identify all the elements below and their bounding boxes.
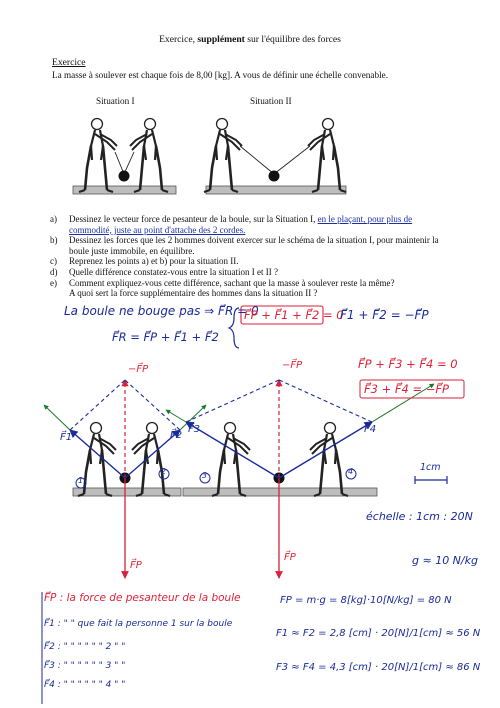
question-underlined: en le plaçant, pour plus de commodité, juste au point d'attache des 2 cordes. bbox=[69, 214, 413, 235]
question-letter: d) bbox=[50, 266, 58, 277]
question-text: Reprenez les points a) et b) pour la situation II. bbox=[69, 256, 239, 267]
question-text: Quelle différence constatez-vous entre la situation I et II ? bbox=[69, 266, 278, 277]
man-3 bbox=[204, 119, 242, 193]
question-letter: b) bbox=[50, 235, 58, 246]
hand-line-1: La boule ne bouge pas ⇒ F⃗R = 0 bbox=[64, 304, 259, 318]
label-f3: F⃗3 bbox=[188, 424, 201, 435]
label-f1: F⃗1 bbox=[60, 432, 73, 443]
title-start: Exercice, bbox=[159, 34, 198, 45]
label-f2: F⃗2 bbox=[170, 430, 183, 441]
situation-2-figure bbox=[204, 119, 346, 195]
man-2-annotated bbox=[132, 423, 170, 497]
question-text: Comment expliquez-vous cette différence, sachant que la masse à soulever reste la même? bbox=[69, 277, 395, 288]
hand-eq-sum: F⃗1 + F⃗2 = −F⃗P bbox=[340, 308, 429, 322]
construction-line bbox=[186, 380, 279, 422]
hand-eq-fr: F⃗R = F⃗P + F⃗1 + F⃗2 bbox=[112, 330, 219, 344]
situation-1-figure bbox=[73, 119, 176, 195]
situation-1-label: Situation I bbox=[96, 96, 135, 106]
hand-eq-brace: F⃗P + F⃗1 + F⃗2 = 0 bbox=[244, 308, 344, 322]
hand-eq-sit2b: F⃗3 + F⃗4 = −F⃗P bbox=[364, 382, 449, 396]
man-4 bbox=[308, 119, 346, 193]
situation-2-label: Situation II bbox=[250, 96, 292, 106]
question-text: Dessinez le vecteur force de pesanteur de la boule, sur la Situation I, bbox=[69, 214, 318, 224]
rope-2 bbox=[240, 146, 310, 174]
f1-vector bbox=[70, 430, 125, 478]
exercise-heading: Exercice bbox=[52, 57, 86, 68]
calc-f12: F1 ≈ F2 = 2,8 [cm] · 20[N]/1[cm] ≈ 56 N bbox=[276, 628, 481, 639]
man-number-1: 1 bbox=[78, 476, 84, 485]
title-end: sur l'équilibre des forces bbox=[244, 34, 341, 45]
legend-f4: F⃗4 : " " " " " " 4 " " bbox=[44, 680, 126, 690]
question-text: Dessinez les forces que les 2 hommes doivent exercer sur le schéma de la situation I, pour maintenir la boule juste immobile, en équilibre. bbox=[69, 235, 439, 256]
gravity-text: g ≈ 10 N/kg bbox=[412, 554, 478, 567]
ground-2 bbox=[206, 186, 346, 194]
man-number-3: 3 bbox=[202, 471, 208, 480]
man-1-annotated bbox=[78, 423, 116, 497]
label-f4: F⃗4 bbox=[364, 424, 377, 435]
man-3-annotated bbox=[212, 423, 250, 497]
legend-f3: F⃗3 : " " " " " " 3 " " bbox=[44, 661, 126, 671]
question-letter: a) bbox=[50, 214, 57, 224]
man-2 bbox=[130, 119, 168, 193]
legend-f2: F⃗2 : " " " " " " 2 " " bbox=[44, 642, 126, 652]
man-number-4: 4 bbox=[348, 467, 354, 476]
scale-text: échelle : 1cm : 20N bbox=[366, 510, 473, 523]
label-minus-fp-2: −F⃗P bbox=[282, 360, 303, 371]
man-number-2: 2 bbox=[161, 467, 167, 476]
legend-fp: F⃗P : la force de pesanteur de la boule bbox=[44, 592, 241, 604]
exercise-intro: La masse à soulever est chaque fois de 8,00 [kg]. A vous de définir une échelle convenable. bbox=[52, 70, 388, 80]
legend-f1: F⃗1 : " " que fait la personne 1 sur la boule bbox=[44, 619, 233, 629]
calc-f34: F3 ≈ F4 = 4,3 [cm] · 20[N]/1[cm] ≈ 86 N bbox=[276, 662, 481, 673]
man-1 bbox=[79, 119, 117, 193]
annotated-situation-1 bbox=[44, 380, 206, 578]
construction-line bbox=[279, 380, 372, 422]
question-letter: e) bbox=[50, 277, 57, 288]
label-fp-2: F⃗P bbox=[284, 552, 296, 563]
calc-fp: FP = m·g = 8[kg]·10[N/kg] = 80 N bbox=[280, 595, 452, 606]
man-4-annotated bbox=[310, 423, 348, 497]
question-letter: c) bbox=[50, 256, 57, 267]
scale-unit: 1cm bbox=[420, 462, 441, 473]
ball-1 bbox=[119, 171, 130, 182]
ball-2 bbox=[269, 171, 280, 182]
label-fp-1: F⃗P bbox=[130, 560, 142, 571]
question-text-2: A quoi sert la force supplémentaire des hommes dans la situation II ? bbox=[69, 288, 318, 299]
title-bold: supplément bbox=[197, 34, 245, 45]
ground-4 bbox=[183, 488, 377, 496]
rope-extension bbox=[44, 405, 70, 430]
label-minus-fp-1: −F⃗P bbox=[128, 364, 149, 375]
hand-eq-sit2: F⃗P + F⃗3 + F⃗4 = 0 bbox=[358, 357, 458, 371]
